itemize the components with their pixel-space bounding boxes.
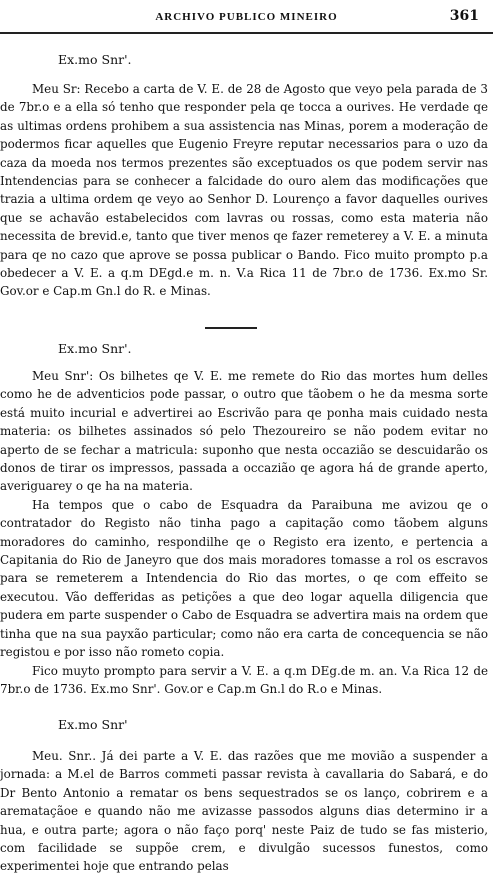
section-divider-1 bbox=[205, 327, 257, 329]
letter-1-paragraph-1: Meu Sr: Recebo a carta de V. E. de 28 de Agosto que veyo pela parada de 3 de 7br.o e a ella só tenho que responder pela qe tocca a ourives. He verdade qe as ultimas ordens prohibem a sua assistencia nas Minas, porem a moderação de podermos ficar aquelles que Eugenio Freyre reputar necessarios para o uzo da caza da moeda nos termos prezentes são exceptuados os que podem servir nas Intendencias para se conhecer a falcidade do ouro alem das modificações que trazia a ultima ordem qe veyo ao Senhor D. Lourenço a favor daquelles ourives que se achavão estabelecidos com lavras ou rossas, como esta materia não necessita de brevid.e, tanto que tiver menos qe fazer remeterey a V. E. a minuta para qe no cazo que aprove se possa publicar o Bando. Fico muito prompto p.a obedecer a V. E. a q.m DEgd.e m. n. V.a Rica 11 de 7br.o de 1736. Ex.mo Sr. Gov.or e Cap.m Gn.l do R. e Minas. bbox=[0, 82, 488, 299]
letter-1-body bbox=[0, 80, 488, 301]
letter-2-body bbox=[0, 367, 488, 698]
letter-2-salutation: Ex.mo Snr'. bbox=[58, 341, 132, 356]
page-number: 361 bbox=[449, 8, 479, 24]
header-rule bbox=[0, 32, 493, 34]
letter-2-paragraph-3: Fico muyto prompto para servir a V. E. a q.m DEg.de m. an. V.a Rica 12 de 7br.o de 1736. Ex.mo Snr'. Gov.or e Cap.m Gn.l do R.o e Minas. bbox=[0, 663, 488, 696]
letter-1-salutation: Ex.mo Snr'. bbox=[58, 52, 132, 67]
letter-3-body bbox=[0, 747, 488, 876]
letter-2-paragraph-1: Meu Snr': Os bilhetes qe V. E. me remete do Rio das mortes hum delles como he de adventicios pode passar, o outro que tãobem o he da mesma sorte está muito incurial e advertirei ao Escrivão para qe ponha mais cuidado nesta materia: os bilhetes assinados só pelo Thezoureiro se não podem evitar no aperto de se fechar a matricula: suponho que nesta occazião se descuidarão os donos de tirar os impressos, passada a occazião qe agora há de grande aperto, averiguarey o qe ha na materia. bbox=[0, 369, 488, 494]
letter-3-paragraph-1: Meu. Snr.. Já dei parte a V. E. das razões que me movião a suspender a jornada: a M.el de Barros commeti passar revista à cavallaria do Sabará, e do Dr Bento Antonio a rematar os bens sequestrados se os lanço, cobrirem e a aremataçãoe e quando não me avizasse passodos alguns dias determino ir a hua, e outra parte; agora o não faço porq' neste Paiz de tudo se fas misterio, com facilidade se suppõe crem, e divulgão sucessos funestos, como experimentei hoje que entrando pelas bbox=[0, 749, 488, 874]
running-head: ARCHIVO PUBLICO MINEIRO bbox=[155, 11, 338, 23]
page-header bbox=[0, 8, 493, 28]
letter-2-paragraph-2: Ha tempos que o cabo de Esquadra da Paraibuna me avizou qe o contratador do Registo não tinha pago a capitação como tãobem alguns moradores do caminho, respondilhe qe o Registo era izento, e pertencia a Capitania do Rio de Janeyro que dos mais moradores tomasse a rol os escravos para se remeterem a Intendencia do Rio das mortes, o qe com effeito se executou. Vão defferidas as petições a que deo logar aquella diligencia que pudera em parte suspender o Cabo de Esquadra se advertira mais na ordem que tinha que na sua payxão particular; como não era carta de concequencia se não registou e por isso não rometo copia. bbox=[0, 497, 488, 660]
letter-3-salutation: Ex.mo Snr' bbox=[58, 717, 128, 732]
